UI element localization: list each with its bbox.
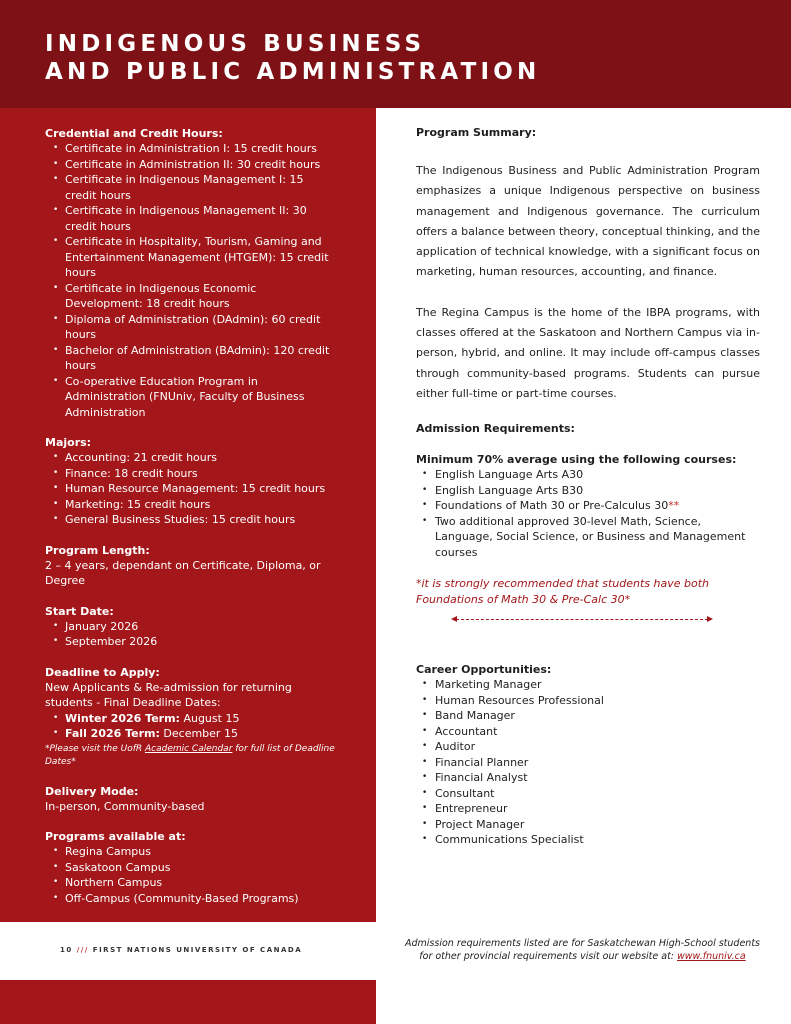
majors-list: [45, 450, 336, 528]
list-item: • Financial Planner: [416, 755, 760, 771]
list-item: [45, 726, 336, 742]
term-value: December 15: [159, 727, 238, 740]
delivery-text: In-person, Community-based: [45, 799, 205, 813]
list-item: • Financial Analyst: [416, 770, 760, 786]
recommendation-note: *it is strongly recommended that students have both Foundations of Math 30 & Pre-Calc 30*: [416, 577, 710, 606]
list-item: • Communications Specialist: [416, 832, 760, 848]
list-item: • Certificate in Administration II: 30 credit hours: [45, 157, 336, 173]
start-date-title: Start Date:: [45, 604, 114, 618]
sidebar-panel: [0, 108, 376, 922]
summary-title: Program Summary:: [416, 126, 537, 139]
list-item: • January 2026: [45, 619, 336, 635]
start-date-list: [45, 619, 336, 650]
list-item: • Regina Campus: [45, 844, 336, 860]
admission-title: Admission Requirements:: [416, 422, 575, 436]
list-item: • September 2026: [45, 634, 336, 650]
term-label: Fall 2026 Term:: [65, 727, 160, 740]
asterisk-marker: **: [668, 499, 680, 513]
title-line-1: INDIGENOUS BUSINESS: [45, 31, 426, 57]
dashed-divider: [456, 619, 708, 620]
arrow-left-icon: [451, 616, 457, 622]
website-link[interactable]: www.fnuniv.ca: [677, 950, 746, 962]
majors-title: Majors:: [45, 436, 92, 449]
list-item: • Entrepreneur: [416, 801, 760, 817]
page-header: [0, 0, 791, 108]
delivery-title: Delivery Mode:: [45, 784, 139, 798]
admission-subtitle: Minimum 70% average using the following courses:: [416, 453, 737, 467]
list-item: • Finance: 18 credit hours: [45, 466, 336, 482]
program-length-title: Program Length:: [45, 543, 150, 557]
credential-title: Credential and Credit Hours:: [45, 127, 223, 140]
bottom-band: [0, 980, 376, 1024]
program-length-text: 2 – 4 years, dependant on Certificate, Diploma, or Degree: [45, 558, 321, 587]
list-item: • Marketing: 15 credit hours: [45, 497, 336, 513]
course-text: Foundations of Math 30 or Pre-Calculus 30: [435, 499, 669, 513]
separator: ///: [76, 946, 89, 954]
list-item: • Saskatoon Campus: [45, 860, 336, 876]
footer-note: [395, 938, 770, 963]
deadline-text: New Applicants & Re-admission for returning students - Final Deadline Dates:: [45, 680, 292, 709]
list-item: • Human Resource Management: 15 credit hours: [45, 481, 336, 497]
list-item: • Co-operative Education Program in Administration (FNUniv, Faculty of Business Administration: [45, 374, 336, 421]
list-item: [416, 498, 760, 514]
credential-list: [45, 141, 336, 420]
note-text: for full list of Deadline Dates*: [45, 743, 335, 767]
admission-list: [416, 467, 760, 560]
available-title: Programs available at:: [45, 830, 186, 843]
careers-list: [416, 677, 760, 848]
title-line-2: AND PUBLIC ADMINISTRATION: [45, 59, 541, 85]
footer-note-line-1: Admission requirements listed are for Saskatchewan High-School students: [405, 938, 760, 949]
list-item: • Certificate in Hospitality, Tourism, Gaming and Entertainment Management (HTGEM): 15 credit hours: [45, 234, 336, 281]
list-item: • English Language Arts A30: [416, 467, 760, 483]
list-item: • Diploma of Administration (DAdmin): 60 credit hours: [45, 312, 336, 343]
term-label: Winter 2026 Term:: [65, 711, 180, 725]
list-item: • General Business Studies: 15 credit hours: [45, 512, 336, 528]
careers-title: Career Opportunities:: [416, 663, 552, 677]
list-item: • Band Manager: [416, 708, 760, 724]
university-name: FIRST NATIONS UNIVERSITY OF CANADA: [92, 946, 303, 954]
available-list: [45, 844, 336, 906]
list-item: [45, 711, 336, 727]
page-number: 10: [60, 946, 73, 954]
list-item: • Northern Campus: [45, 875, 336, 891]
list-item: • Certificate in Indigenous Management II: 30 credit hours: [45, 203, 336, 234]
academic-calendar-link[interactable]: Academic Calendar: [144, 743, 233, 754]
list-item: • Certificate in Administration I: 15 credit hours: [45, 141, 336, 157]
main-content: [416, 108, 760, 848]
list-item: • Certificate in Indigenous Economic Development: 18 credit hours: [45, 281, 336, 312]
summary-paragraph-1: The Indigenous Business and Public Administration Program emphasizes a unique Indigenous perspective on business management and Indigenous governance. The curriculum offers a balance between theory, conceptual thinking, and the application of technical knowledge, with a significant focus on marketing, human resources, accounting, and finance.: [416, 164, 760, 279]
list-item: • Certificate in Indigenous Management I: 15 credit hours: [45, 172, 336, 203]
term-value: August 15: [179, 711, 240, 725]
list-item: • English Language Arts B30: [416, 483, 760, 499]
page-footer-label: [60, 946, 302, 954]
page-title: [45, 30, 540, 86]
list-item: • Accountant: [416, 724, 760, 740]
list-item: • Project Manager: [416, 817, 760, 833]
deadline-title: Deadline to Apply:: [45, 665, 160, 679]
list-item: • Accounting: 21 credit hours: [45, 450, 336, 466]
note-text: *Please visit the UofR: [45, 743, 145, 754]
list-item: • Human Resources Professional: [416, 693, 760, 709]
list-item: • Two additional approved 30-level Math, Science, Language, Social Science, or Business and Management courses: [416, 514, 760, 561]
footer-note-line-2: for other provincial requirements visit our website at:: [419, 950, 678, 962]
list-item: • Off-Campus (Community-Based Programs): [45, 891, 336, 907]
deadline-note: [45, 743, 336, 769]
list-item: • Consultant: [416, 786, 760, 802]
summary-paragraph-2: The Regina Campus is the home of the IBPA programs, with classes offered at the Saskatoon and Northern Campus via in-person, hybrid, and online. It may include off-campus classes through community-based programs. Students can pursue either full-time or part-time courses.: [416, 305, 760, 400]
list-item: • Marketing Manager: [416, 677, 760, 693]
deadline-list: [45, 711, 336, 742]
list-item: • Auditor: [416, 739, 760, 755]
list-item: • Bachelor of Administration (BAdmin): 120 credit hours: [45, 343, 336, 374]
arrow-right-icon: [707, 616, 713, 622]
